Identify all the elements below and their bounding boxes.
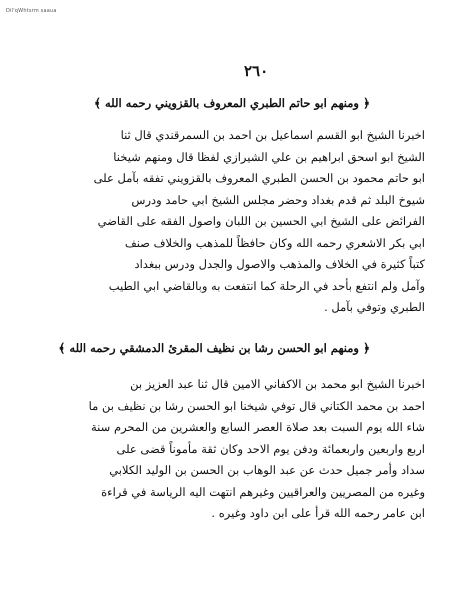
ornament-left-icon: ﴾ — [58, 341, 66, 355]
ornament-right-icon: ﴿ — [362, 341, 370, 355]
text-line: الطبري وتوفي بآمل . — [324, 300, 425, 314]
text-line: شاء الله يوم السبت بعد صلاة العصر السابع والعشرين من المحرم سنة — [91, 420, 425, 434]
text-line: وآمل ولم انتفع بأحد في الرحلة كما انتفعت به وبالقاضي ابي الطيب — [108, 278, 425, 293]
margin-stamp: Dil'qWhtsrm saaua — [6, 8, 57, 14]
text-line: الشيخ ابو اسحق ابراهيم بن علي الشيرازي لفظا قال ومنهم شيخنا — [113, 149, 425, 164]
text-line: شيوخ البلد ثم قدم بغداد وحضر مجلس الشيخ ابي حامد ودرس — [131, 192, 425, 207]
section-heading — [94, 96, 370, 110]
text-line: ابن عامر رحمه الله قرأ على ابن داود وغيره . — [211, 506, 425, 520]
section-body — [40, 374, 425, 525]
text-line: سداد وأمر جميل حدث عن عبد الوهاب بن الحسن بن الوليد الكلابي — [109, 463, 425, 477]
heading-text: ومنهم ابو الحسن رشا بن نظيف المقرئ الدمشقي رحمه الله — [69, 341, 359, 355]
text-line: ابي بكر الاشعري رحمه الله وكان حافظاً للمذهب والخلاف صنف — [124, 235, 425, 250]
section-heading — [58, 341, 370, 355]
section-body — [40, 125, 425, 319]
text-line: اخبرنا الشيخ ابو القسم اسماعيل بن احمد بن السمرقندي قال ثنا — [120, 128, 425, 142]
ornament-left-icon: ﴾ — [93, 96, 101, 110]
text-line: ابو حاتم محمود بن الحسن الطبري المعروف بالقزويني تفقه بآمل على — [93, 171, 425, 185]
text-line: وغيره من المصريين والعراقيين وغيرهم انتهت اليه الرياسة في قراءة — [101, 484, 425, 499]
page-number: ٢٦٠ — [244, 62, 269, 80]
text-line: اخبرنا الشيخ ابو محمد بن الاكفاني الامين قال ثنا عبد العزيز بن — [130, 377, 425, 391]
heading-text: ومنهم ابو حاتم الطبري المعروف بالقزويني رحمه الله — [104, 96, 359, 110]
text-line: كتباً كثيرة في الخلاف والمذهب والاصول والجدل ودرس ببغداد — [134, 257, 425, 271]
text-line: الفرائض على الشيخ ابي الحسين بن اللبان واصول الفقه على القاضي — [97, 214, 425, 228]
text-line: اربع واربعين واربعمائة ودفن يوم الاحد وكان ثقة مأموناً قضى على — [116, 441, 425, 456]
text-line: احمد بن محمد الكتاني قال توفي شيخنا ابو الحسن رشا بن نظيف بن ما — [88, 398, 425, 413]
ornament-right-icon: ﴿ — [362, 96, 370, 110]
